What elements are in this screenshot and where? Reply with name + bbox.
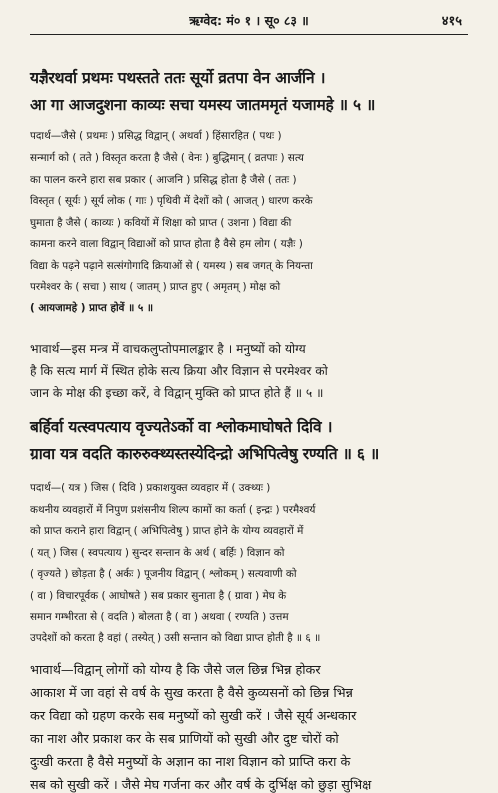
text-line: आकाश में जा वहां से वर्ष के सुख करता है वैसे कुव्यसनों को छिन्न भिन्न xyxy=(30,686,353,701)
text-line: जान के मोक्ष की इच्छा करें, वे विद्वान् मुक्ति को प्राप्त होते हैं ॥ ५ ॥ xyxy=(30,386,324,400)
text-line: है कि सत्य मार्ग में स्थित होके सत्य क्रिया और विज्ञान से परमेश्वर को xyxy=(30,364,328,378)
text-line: समान गम्भीरता से ( वदति ) बोलता है ( वा ) अथवा ( रण्यति ) उत्तम xyxy=(30,611,289,623)
mantra-line: बर्हिर्वा यत्स्वपत्याय वृज्यतेऽर्को वा श्लोकमाघोषते दिवि । xyxy=(30,418,333,436)
text-line: विस्तृत ( सूर्यः ) सूर्य लोक ( गाः ) पृथिवी में देशों को ( आजत् ) धारण करके xyxy=(30,195,313,207)
text-line: भावार्थ—इस मन्त्र में वाचकलुप्तोपमालङ्कार है । मनुष्यों को योग्य xyxy=(30,342,306,356)
text-line: दुःखी करता है वैसे मनुष्यों के अज्ञान का नाश विज्ञान को प्राप्ति करा के xyxy=(30,755,351,770)
text-line: सन्मार्ग को ( तते ) विस्तृत करता है जैसे ( वेनः ) बुद्धिमान् ( व्रतपाः ) सत्य xyxy=(30,152,304,164)
text-line: पदार्थ—( यत्र ) जिस ( दिवि ) प्रकाशयुक्त व्यवहार में ( उक्थ्यः ) xyxy=(30,482,271,494)
running-header xyxy=(0,10,498,32)
text-line: ( वा ) विचारपूर्वक ( आघोषते ) सब प्रकार सुनाता है ( ग्रावा ) मेघ के xyxy=(30,590,287,602)
text-line: ( वृज्यते ) छोड़ता है ( अर्कः ) पूजनीय विद्वान् ( श्लोकम् ) सत्यवाणी को xyxy=(30,568,297,580)
text-line: कर विद्या को ग्रहण करके सब मनुष्यों को सुखी करें । जैसे सूर्य अन्धकार xyxy=(30,709,357,724)
text-line: उपदेशों को करता है वहां ( तस्येत् ) उसी सन्तान को विद्या प्राप्त होती है ॥ ६ ॥ xyxy=(30,632,321,644)
text-line: परमेश्वर के ( सचा ) साथ ( जातम् ) प्राप्त हुए ( अमृतम् ) मोक्ष को xyxy=(30,281,281,293)
header-rule xyxy=(30,34,468,35)
text-line: का नाश और प्रकाश कर के सब प्राणियों को सुखी और दुष्ट चोरों को xyxy=(30,732,339,747)
text-line: विद्या के पढ़ने पढ़ाने सत्संगोगादि क्रियाओं से ( यमस्य ) सब जगत् के नियन्ता xyxy=(30,260,313,272)
text-line: ( आयजामहे ) प्राप्त होवें ॥ ५ ॥ xyxy=(30,302,154,314)
text-line: पदार्थ—जैसे ( प्रथमः ) प्रसिद्ध विद्वान् ( अथर्वा ) हिंसारहित ( पथः ) xyxy=(30,130,282,142)
mantra-line: आ गा आजदुशना काव्यः सचा यमस्य जातममृतं यजामहे ॥ ५ ॥ xyxy=(30,96,376,114)
text-line: भावार्थ—विद्वान् लोगों को योग्य है कि जैसे जल छिन्न भिन्न होकर xyxy=(30,663,321,678)
text-line: का पालन करने हारा सब प्रकार ( आजनि ) प्रसिद्ध होता है जैसे ( ततः ) xyxy=(30,174,297,186)
text-line: सब को सुखी करें । जैसे मेघ गर्जना कर और वर्ष के दुर्भिक्ष को छुड़ा सुभिक्ष xyxy=(30,778,372,793)
text-line: कामना करने वाला विद्वान् विद्याओं को प्राप्त होता है वैसे हम लोग ( यज्ञैः ) xyxy=(30,238,303,250)
text-line: घुमाता है जैसे ( काव्यः ) कवियों में शिक्षा को प्राप्त ( उशना ) विद्या की xyxy=(30,217,292,229)
mantra-line: ग्रावा यत्र वदति कारुरुक्थ्यस्तस्येदिन्द्रो अभिपित्वेषु रण्यति ॥ ६ ॥ xyxy=(30,445,380,463)
page-number: ४१५ xyxy=(441,14,462,29)
header-title: ऋग्वेद: मं० १ । सू० ८३ ॥ xyxy=(189,13,309,28)
text-line: को प्राप्त कराने हारा विद्वान् ( अभिपित्वेषु ) प्राप्त होने के योग्य व्यवहारों में xyxy=(30,525,304,537)
text-line: कथनीय व्यवहारों में निपुण प्रशंसनीय शिल्प कामों का कर्ता ( इन्द्रः ) परमैश्वर्य xyxy=(30,504,316,516)
text-line: ( यत् ) जिस ( स्वपत्याय ) सुन्दर सन्तान के अर्थ ( बर्हिः ) विज्ञान को xyxy=(30,547,285,559)
mantra-line: यज्ञैरथर्वा प्रथमः पथस्तते ततः सूर्यो व्रतपा वेन आर्जनि । xyxy=(30,69,326,87)
